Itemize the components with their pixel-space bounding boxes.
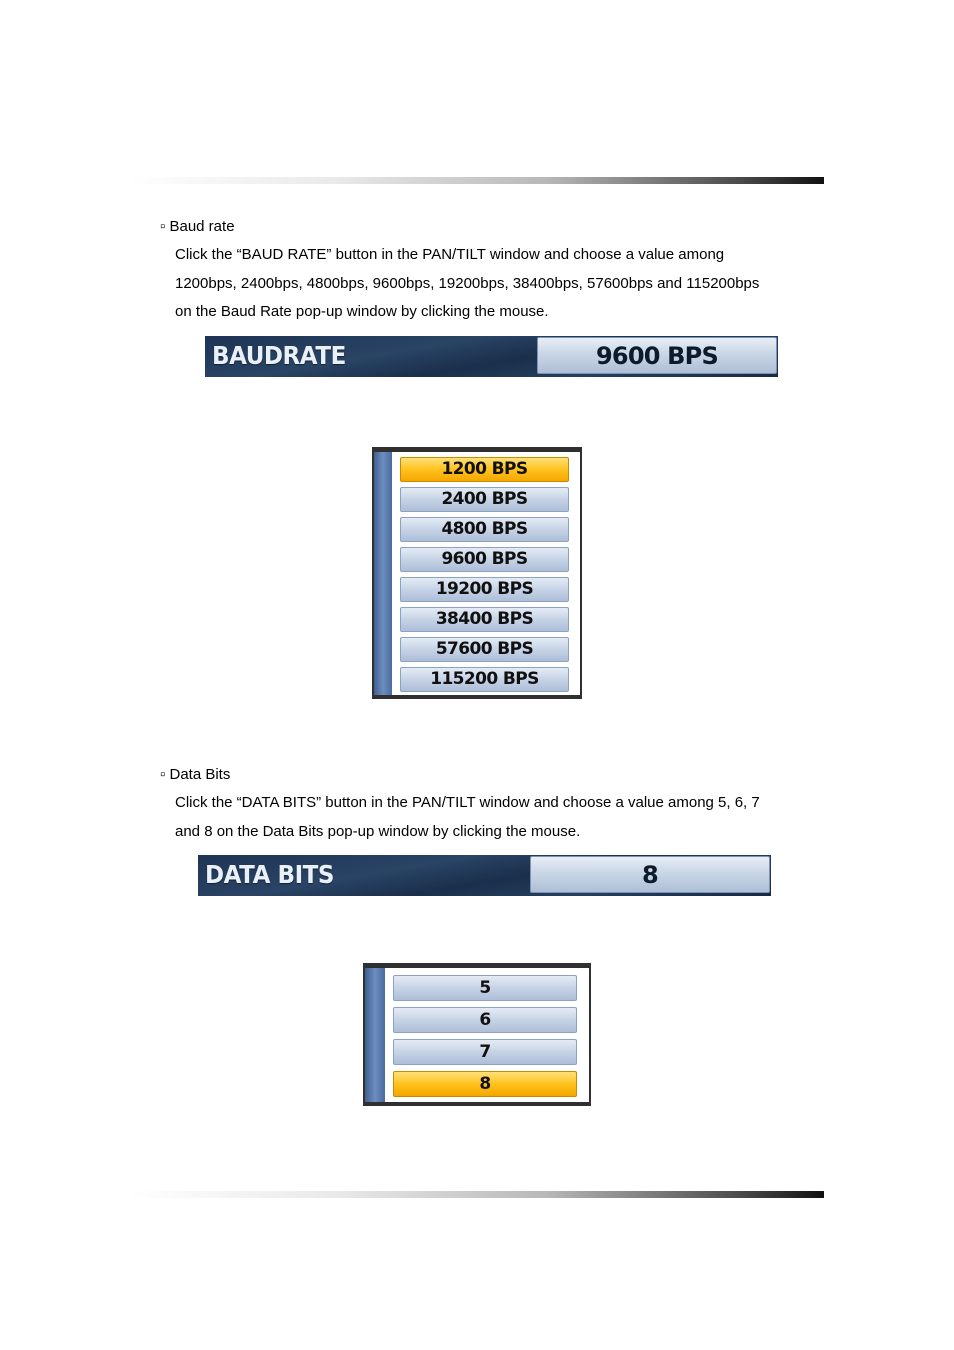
baud-rate-line-1: Click the “BAUD RATE” button in the PAN/TILT window and choose a value among [175,246,725,263]
databits-option[interactable]: 6 [393,1007,577,1033]
databits-option[interactable]: 7 [393,1039,577,1065]
data-bits-description [175,789,760,846]
baud-rate-heading: ▫ Baud rate [160,218,235,235]
popup-rail [365,968,385,1102]
data-bits-line-1: Click the “DATA BITS” button in the PAN/TILT window and choose a value among 5, 6, 7 [175,794,760,811]
baudrate-label: BAUDRATE [212,341,346,370]
popup-rail [374,452,392,695]
databits-value-button[interactable]: 8 [530,856,770,893]
baud-rate-line-2: 1200bps, 2400bps, 4800bps, 9600bps, 19200bps, 38400bps, 57600bps and 115200bps [175,274,760,292]
databits-popup [363,963,591,1106]
baud-rate-description [175,241,759,327]
databits-option[interactable]: 5 [393,975,577,1001]
baudrate-option[interactable]: 57600 BPS [400,637,569,662]
data-bits-line-2: and 8 on the Data Bits pop-up window by clicking the mouse. [175,822,581,840]
baudrate-option[interactable]: 115200 BPS [400,667,569,692]
baudrate-popup [372,447,582,699]
data-bits-heading: ▫ Data Bits [160,766,231,783]
footer-rule [130,1191,824,1198]
baudrate-option[interactable]: 38400 BPS [400,607,569,632]
databits-label: DATA BITS [205,860,335,889]
baudrate-option[interactable]: 1200 BPS [400,457,569,482]
baudrate-option[interactable]: 2400 BPS [400,487,569,512]
baudrate-value-button[interactable]: 9600 BPS [537,337,777,374]
header-rule [130,177,824,184]
baudrate-option[interactable]: 9600 BPS [400,547,569,572]
baudrate-option[interactable]: 19200 BPS [400,577,569,602]
databits-bar [198,855,771,896]
databits-option[interactable]: 8 [393,1071,577,1097]
baudrate-bar [205,336,778,377]
baudrate-option[interactable]: 4800 BPS [400,517,569,542]
baud-rate-line-3: on the Baud Rate pop-up window by clicking the mouse. [175,303,549,321]
